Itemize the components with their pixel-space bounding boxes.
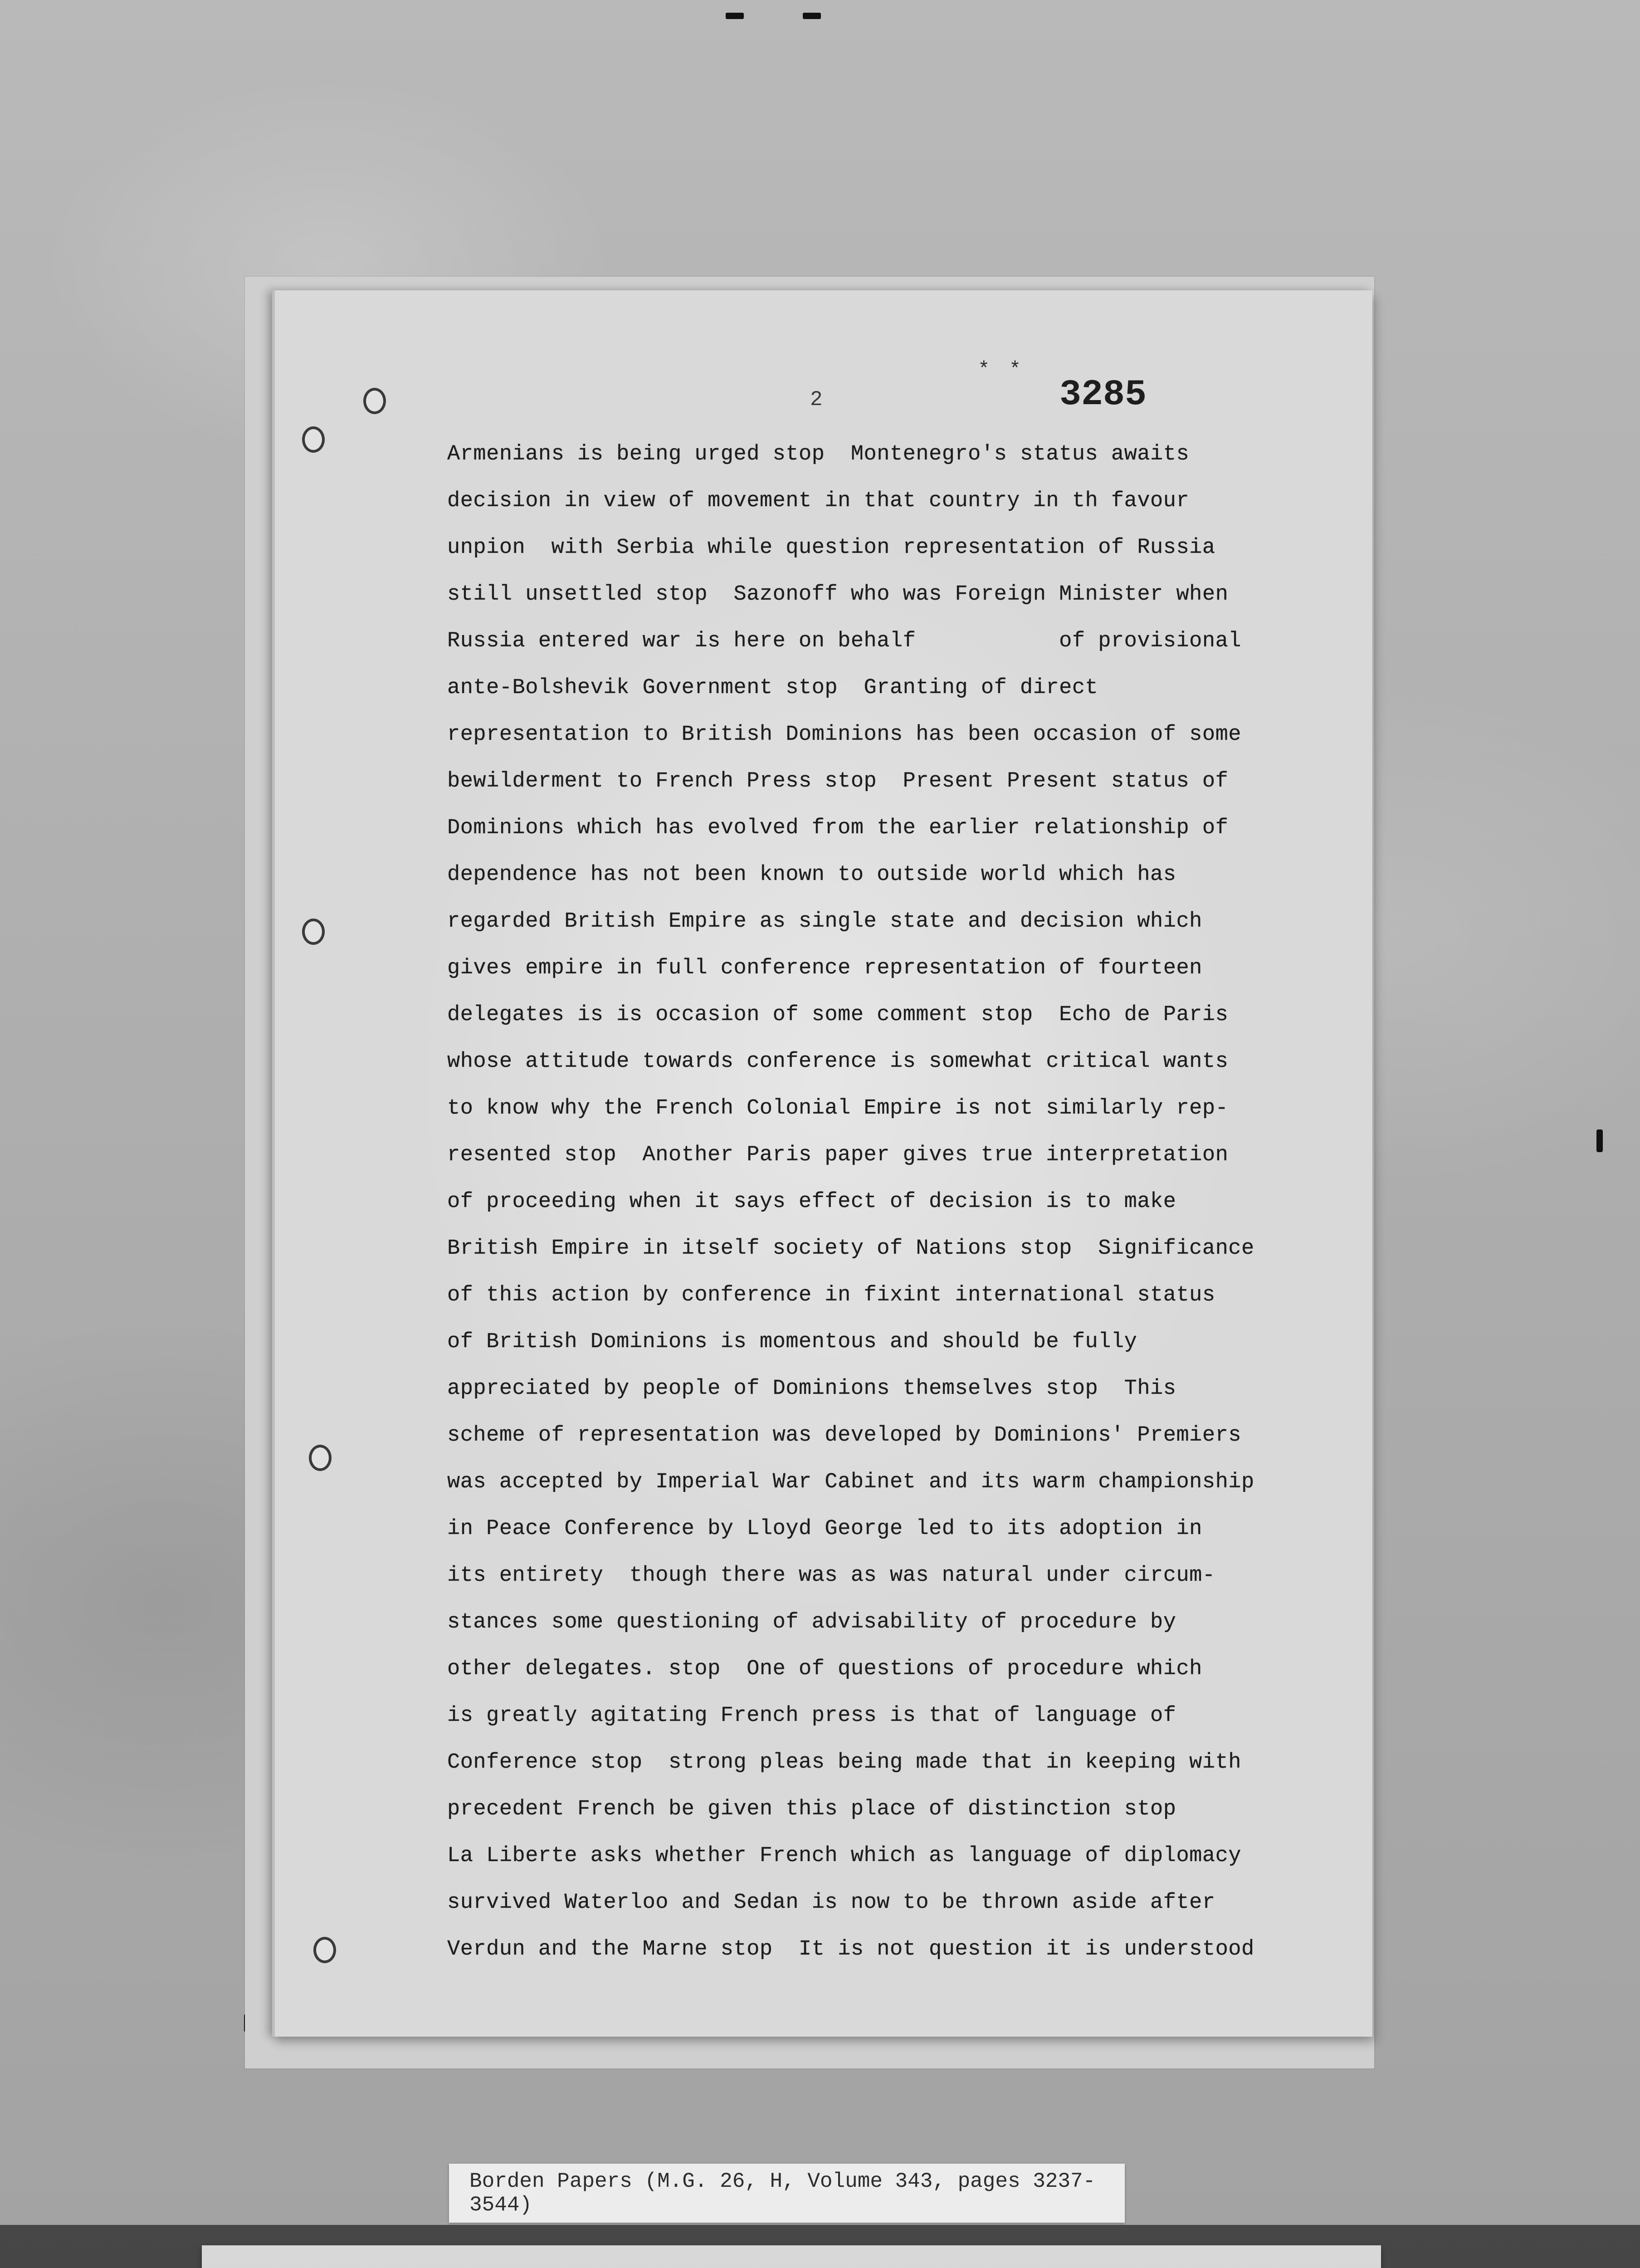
text-line: still unsettled stop Sazonoff who was Foreign Minister when [447, 582, 1229, 606]
punch-hole-icon [302, 919, 325, 945]
text-line: survived Waterloo and Sedan is now to be thrown aside after [447, 1891, 1215, 1915]
text-line: Dominions which has evolved from the earlier relationship of [447, 816, 1229, 840]
text-line: is greatly agitating French press is that of language of [447, 1704, 1176, 1728]
body-text [447, 431, 1345, 1973]
text-line: bewilderment to French Press stop Present Present status of [447, 769, 1229, 793]
film-mark [803, 13, 821, 19]
film-mark [1596, 1129, 1603, 1152]
text-line: stances some questioning of advisability of procedure by [447, 1610, 1176, 1634]
text-line: was accepted by Imperial War Cabinet and its warm championship [447, 1470, 1254, 1494]
text-line: representation to British Dominions has been occasion of some [447, 723, 1241, 747]
text-line: regarded British Empire as single state and decision which [447, 909, 1202, 934]
punch-hole-icon [313, 1937, 336, 1963]
reference-text: Borden Papers (M.G. 26, H, Volume 343, pages 3237-3544) [469, 2170, 1096, 2217]
text-line: decision in view of movement in that country in th favour [447, 489, 1190, 513]
text-line: La Liberte asks whether French which as language of diplomacy [447, 1844, 1241, 1868]
text-line: gives empire in full conference representation of fourteen [447, 956, 1202, 980]
text-line: appreciated by people of Dominions themselves stop This [447, 1377, 1176, 1401]
text-line: of British Dominions is momentous and should be fully [447, 1330, 1137, 1354]
text-line: other delegates. stop One of questions of procedure which [447, 1657, 1202, 1681]
text-line: Armenians is being urged stop Montenegro's status awaits [447, 442, 1190, 466]
reference-label [449, 2164, 1125, 2223]
archive-card [202, 2245, 1381, 2268]
text-line: Russia entered war is here on behalf of provisional [447, 629, 1241, 653]
folio-number: 3285 [1059, 374, 1147, 415]
text-line: dependence has not been known to outside world which has [447, 863, 1176, 887]
stamp-marks: * * [978, 358, 1025, 381]
text-line: ante-Bolshevik Government stop Granting of direct [447, 676, 1098, 700]
text-line: precedent French be given this place of distinction stop [447, 1797, 1176, 1821]
text-line: of this action by conference in fixint international status [447, 1283, 1215, 1307]
punch-hole-icon [302, 426, 325, 453]
page-number: 2 [810, 388, 823, 411]
text-line: British Empire in itself society of Nations stop Significance [447, 1237, 1254, 1261]
text-line: delegates is is occasion of some comment stop Echo de Paris [447, 1003, 1229, 1027]
text-line: unpion with Serbia while question representation of Russia [447, 536, 1215, 560]
text-line: resented stop Another Paris paper gives true interpretation [447, 1143, 1229, 1167]
punch-hole-icon [363, 388, 386, 414]
typed-page [272, 290, 1372, 2037]
text-line: its entirety though there was as was natural under circum- [447, 1564, 1215, 1588]
text-line: in Peace Conference by Lloyd George led to its adoption in [447, 1517, 1202, 1541]
text-line: to know why the French Colonial Empire is not similarly rep- [447, 1096, 1229, 1120]
text-line: whose attitude towards conference is somewhat critical wants [447, 1050, 1229, 1074]
text-line: scheme of representation was developed by Dominions' Premiers [447, 1423, 1241, 1447]
text-line: Verdun and the Marne stop It is not question it is understood [447, 1937, 1254, 1961]
film-mark [726, 13, 744, 19]
text-line: Conference stop strong pleas being made that in keeping with [447, 1750, 1241, 1774]
text-line: of proceeding when it says effect of decision is to make [447, 1190, 1176, 1214]
punch-hole-icon [309, 1445, 332, 1471]
